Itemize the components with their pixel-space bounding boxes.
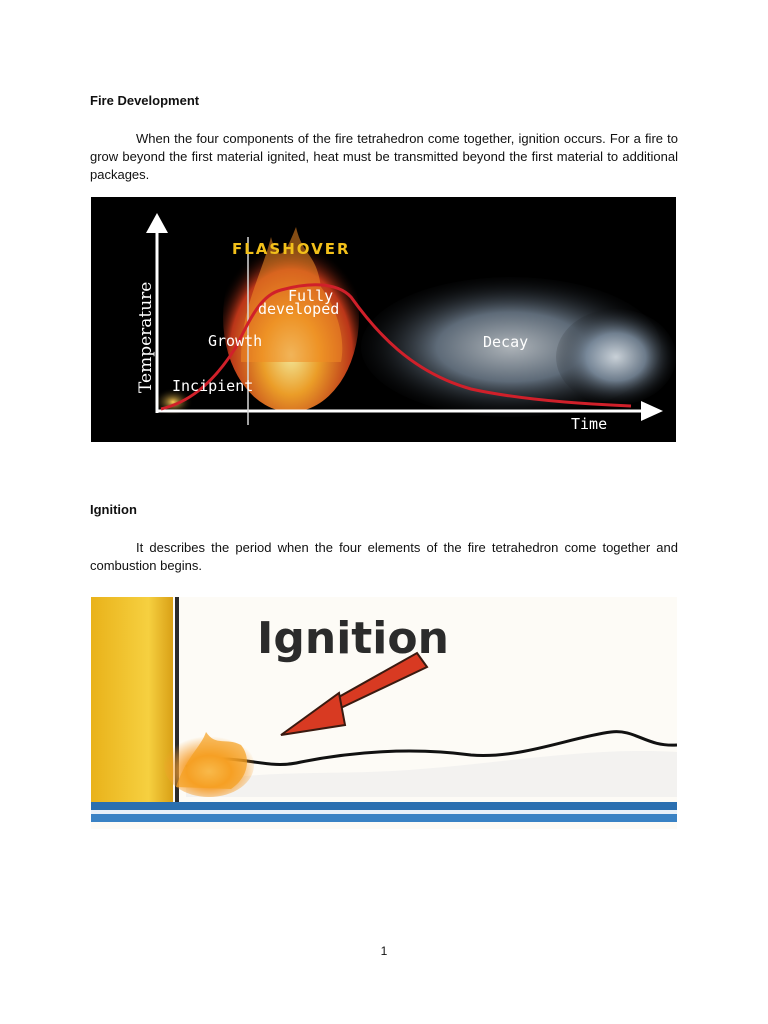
curve-shadow [186,751,677,797]
y-axis-arrowhead [146,213,168,233]
ignition-figure [91,597,677,829]
ignition-paragraph: It describes the period when the four elements of the fire tetrahedron come together and combustion begins. [90,540,678,573]
x-axis-label: Time [571,415,608,433]
arrow-icon [281,653,427,735]
smoke-cloud-2 [556,309,676,405]
stage-label-fully: Fully [288,287,334,305]
ignition-graphic [91,597,677,829]
y-axis-label: Temperature [136,281,156,393]
stage-label-decay: Decay [483,333,529,351]
blue-stripe-bottom [91,814,677,822]
stage-label-growth: Growth [208,332,263,350]
stage-label-developed: developed [258,300,340,318]
blue-stripe-top [91,802,677,810]
fire-development-paragraph: When the four components of the fire tetrahedron come together, ignition occurs. For a fire to grow beyond the first material ignited, heat must be transmitted beyond the first material to additional packages. [90,131,678,182]
stage-label-incipient: Incipient [172,377,254,395]
section-heading-fire-development: Fire Development [90,93,200,108]
ignition-title: Ignition [257,613,449,664]
fire-development-figure [91,197,676,442]
yellow-side-bar [91,597,173,802]
page-number: 1 [380,944,388,958]
fire-development-graphic [91,197,676,442]
flashover-label: FLASHOVER [232,240,351,258]
x-axis-arrowhead [641,401,663,421]
section-heading-ignition: Ignition [90,502,137,517]
white-stripe [91,810,677,814]
